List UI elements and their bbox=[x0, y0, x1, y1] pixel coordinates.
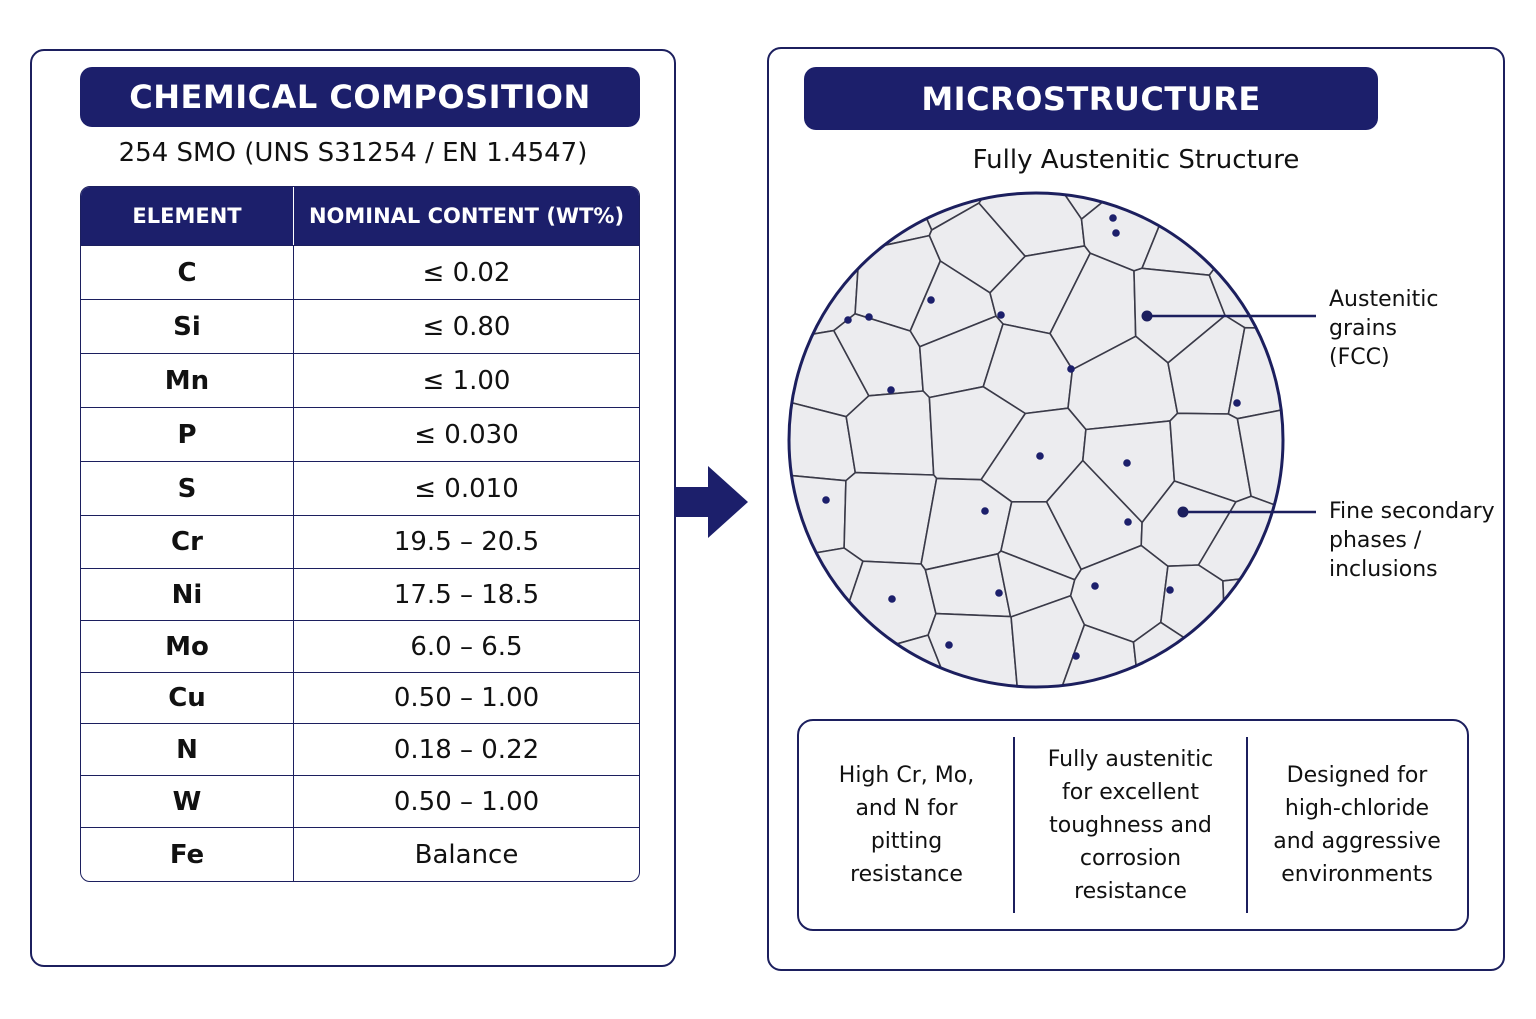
austenitic-grains-label: Austenitic grains (FCC) bbox=[1329, 287, 1439, 370]
micrograph bbox=[786, 190, 1286, 690]
content-cell: 19.5 – 20.5 bbox=[393, 527, 540, 557]
element-cell: W bbox=[81, 776, 294, 827]
inclusion-dot bbox=[888, 595, 896, 603]
element-cell: Ni bbox=[81, 569, 294, 620]
element-cell: Si bbox=[81, 300, 294, 353]
table-row bbox=[81, 775, 639, 827]
property-pitting-resistance: High Cr, Mo, and N for pitting resistance bbox=[838, 763, 975, 887]
composition-title: CHEMICAL COMPOSITION bbox=[80, 67, 640, 127]
table-row bbox=[81, 299, 639, 353]
inclusion-dot bbox=[1091, 582, 1099, 590]
callout-anchor bbox=[1142, 311, 1153, 322]
element-cell: Fe bbox=[81, 828, 294, 881]
inclusion-dot bbox=[981, 507, 989, 515]
properties-box bbox=[797, 719, 1469, 931]
content-cell: ≤ 1.00 bbox=[422, 365, 511, 396]
element-cell: P bbox=[81, 408, 294, 461]
composition-table bbox=[80, 186, 640, 882]
table-row bbox=[81, 245, 639, 299]
grain bbox=[844, 473, 937, 564]
callout-anchor bbox=[1178, 507, 1189, 518]
content-cell: 17.5 – 18.5 bbox=[393, 579, 540, 610]
element-cell: N bbox=[81, 724, 294, 775]
table-row bbox=[81, 568, 639, 620]
content-cell: ≤ 0.010 bbox=[414, 473, 519, 504]
element-cell: Cr bbox=[81, 516, 294, 568]
element-cell: Mo bbox=[81, 621, 294, 672]
table-header bbox=[81, 187, 639, 245]
table-row bbox=[81, 461, 639, 515]
table-row bbox=[81, 407, 639, 461]
inclusion-dot bbox=[1067, 365, 1075, 373]
table-row bbox=[81, 672, 639, 723]
inclusion-dot bbox=[945, 641, 953, 649]
content-cell: 6.0 – 6.5 bbox=[410, 631, 523, 662]
alloy-designation: 254 SMO (UNS S31254 / EN 1.4547) bbox=[118, 138, 588, 168]
inclusion-dot bbox=[1233, 399, 1241, 407]
content-cell: ≤ 0.80 bbox=[422, 311, 511, 342]
inclusion-dot bbox=[865, 313, 873, 321]
grain bbox=[686, 604, 765, 790]
table-body bbox=[81, 245, 639, 881]
inclusion-dot bbox=[1124, 518, 1132, 526]
content-column-header: NOMINAL CONTENT (WT%) bbox=[308, 204, 625, 228]
content-cell: 0.50 – 1.00 bbox=[393, 683, 540, 713]
chemical-composition-panel bbox=[30, 49, 676, 967]
table-row bbox=[81, 515, 639, 568]
element-cell: C bbox=[81, 246, 294, 299]
element-cell: S bbox=[81, 462, 294, 515]
element-column-header: ELEMENT bbox=[81, 187, 294, 245]
element-cell: Mn bbox=[81, 354, 294, 407]
inclusion-dot bbox=[887, 386, 895, 394]
secondary-phases-label: Fine secondary phases / inclusions bbox=[1329, 499, 1495, 582]
inclusion-dot bbox=[997, 311, 1005, 319]
inclusion-dot bbox=[822, 496, 830, 504]
property-chloride-environments: Designed for high-chloride and aggressive environments bbox=[1273, 763, 1441, 887]
table-row bbox=[81, 723, 639, 775]
inclusion-dot bbox=[927, 296, 935, 304]
content-cell: Balance bbox=[414, 839, 519, 870]
inclusion-dot bbox=[1036, 452, 1044, 460]
inclusion-dot bbox=[1166, 586, 1174, 594]
element-cell: Cu bbox=[81, 673, 294, 723]
grain-network bbox=[686, 90, 1386, 790]
inclusion-dot bbox=[1112, 229, 1120, 237]
property-toughness: Fully austenitic for excellent toughness and corrosion resistance bbox=[1047, 746, 1214, 904]
right-arrow-icon bbox=[672, 464, 752, 540]
inclusion-dot bbox=[1123, 459, 1131, 467]
grain bbox=[773, 548, 863, 632]
grain bbox=[846, 391, 934, 475]
content-cell: 0.18 – 0.22 bbox=[393, 734, 540, 765]
table-row bbox=[81, 827, 639, 881]
table-row bbox=[81, 353, 639, 407]
inclusion-dot bbox=[1072, 652, 1080, 660]
content-cell: 0.50 – 1.00 bbox=[393, 786, 540, 817]
table-row bbox=[81, 620, 639, 672]
inclusion-dot bbox=[995, 589, 1003, 597]
structure-subtitle: Fully Austenitic Structure bbox=[972, 145, 1300, 175]
microstructure-title: MICROSTRUCTURE bbox=[804, 67, 1378, 130]
content-cell: ≤ 0.030 bbox=[414, 419, 519, 450]
content-cell: ≤ 0.02 bbox=[422, 257, 511, 288]
inclusion-dot bbox=[844, 316, 852, 324]
inclusion-dot bbox=[1109, 214, 1117, 222]
